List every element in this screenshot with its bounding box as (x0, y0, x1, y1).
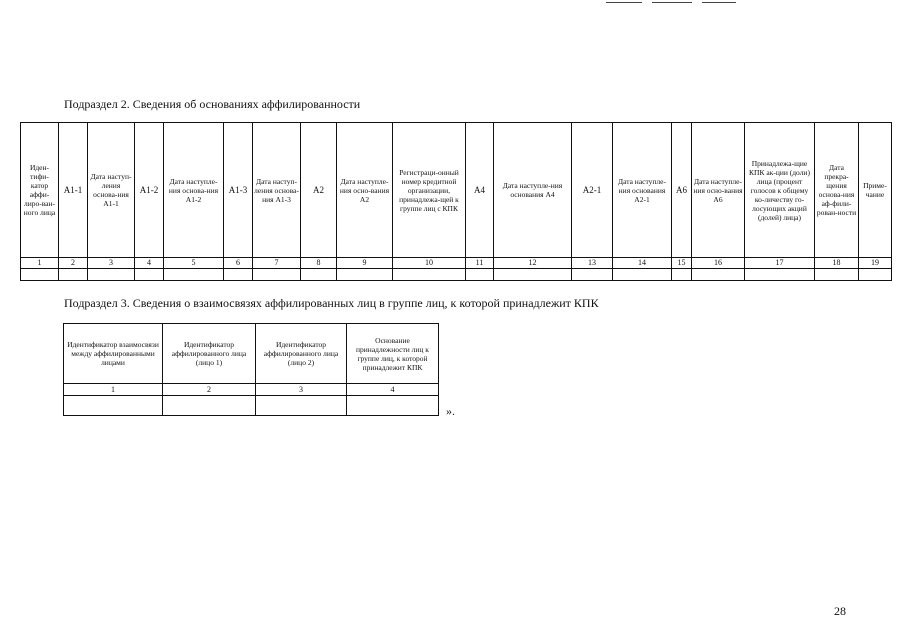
top-rule-marks (606, 2, 736, 6)
header-cell: А1-2 (135, 123, 164, 258)
empty-cell (337, 268, 393, 280)
affiliate-relations-table (63, 323, 439, 416)
column-number: 1 (64, 384, 163, 396)
column-number: 8 (301, 258, 337, 269)
header-cell: Дата наступле-ния осно-вания А6 (692, 123, 745, 258)
header-cell: А4 (466, 123, 494, 258)
column-number: 11 (466, 258, 494, 269)
empty-cell (256, 396, 347, 416)
empty-data-row (21, 268, 892, 280)
empty-cell (692, 268, 745, 280)
header-cell: А1-3 (224, 123, 253, 258)
header-cell: Принадлежа-щие КПК ак-ции (доли) лица (процент голосов к общему ко-личеству го-лосующих акций (долей) лица) (745, 123, 815, 258)
empty-cell (164, 268, 224, 280)
section2-title: Подраздел 2. Сведения об основаниях аффилированности (64, 97, 361, 111)
header-cell: Дата наступ-ления основа-ния А1-1 (88, 123, 135, 258)
empty-cell (163, 396, 256, 416)
column-number: 5 (164, 258, 224, 269)
empty-cell (135, 268, 164, 280)
empty-cell (253, 268, 301, 280)
column-number: 10 (393, 258, 466, 269)
column-number: 16 (692, 258, 745, 269)
affiliation-basis-table (20, 122, 892, 281)
column-number: 12 (494, 258, 572, 269)
empty-cell (88, 268, 135, 280)
empty-cell (21, 268, 59, 280)
column-number: 1 (21, 258, 59, 269)
column-number: 19 (859, 258, 892, 269)
column-number: 6 (224, 258, 253, 269)
column-number: 3 (256, 384, 347, 396)
header-row (21, 123, 892, 258)
column-number-row (64, 384, 439, 396)
header-cell: А2-1 (572, 123, 613, 258)
empty-cell (815, 268, 859, 280)
header-cell: Идентификатор аффилированного лица (лицо 1) (163, 324, 256, 384)
header-cell: Основание принадлежности лиц к группе лиц, к которой принадлежит КПК (347, 324, 439, 384)
header-cell: А2 (301, 123, 337, 258)
empty-cell (347, 396, 439, 416)
column-number: 2 (163, 384, 256, 396)
column-number: 4 (347, 384, 439, 396)
column-number: 14 (613, 258, 672, 269)
empty-cell (672, 268, 692, 280)
column-number: 7 (253, 258, 301, 269)
empty-cell (224, 268, 253, 280)
header-cell: Дата наступле-ния осно-вания А2 (337, 123, 393, 258)
column-number: 2 (59, 258, 88, 269)
header-cell: Идентификатор взаимосвязи между аффилированными лицами (64, 324, 163, 384)
header-cell: Дата наступ-ления основа-ния А1-3 (253, 123, 301, 258)
column-number: 4 (135, 258, 164, 269)
empty-cell (59, 268, 88, 280)
empty-cell (613, 268, 672, 280)
header-cell: Приме-чание (859, 123, 892, 258)
column-number: 18 (815, 258, 859, 269)
section3-title: Подраздел 3. Сведения о взаимосвязях аффилированных лиц в группе лиц, к которой принадлежит КПК (64, 296, 599, 310)
column-number: 9 (337, 258, 393, 269)
header-cell: Дата наступле-ния основания А2-1 (613, 123, 672, 258)
header-cell: Идентификатор аффилированного лица (лицо 2) (256, 324, 347, 384)
empty-cell (494, 268, 572, 280)
empty-data-row (64, 396, 439, 416)
empty-cell (859, 268, 892, 280)
header-cell: А6 (672, 123, 692, 258)
header-cell: Иден-тифи-катор аффи-лиро-ван-ного лица (21, 123, 59, 258)
header-cell: Дата прекра-щения основа-ния аф-фили-рован-ности (815, 123, 859, 258)
empty-cell (64, 396, 163, 416)
header-cell: Дата наступле-ния основания А4 (494, 123, 572, 258)
column-number-row (21, 258, 892, 269)
empty-cell (301, 268, 337, 280)
column-number: 17 (745, 258, 815, 269)
column-number: 3 (88, 258, 135, 269)
page-number: 28 (834, 604, 846, 618)
empty-cell (572, 268, 613, 280)
empty-cell (393, 268, 466, 280)
column-number: 15 (672, 258, 692, 269)
header-cell: А1-1 (59, 123, 88, 258)
header-cell: Регистраци-онный номер кредитной организации, принадлежа-щей к группе лиц с КПК (393, 123, 466, 258)
header-cell: Дата наступле-ния основа-ния А1-2 (164, 123, 224, 258)
empty-cell (466, 268, 494, 280)
closing-quote: ». (446, 404, 455, 418)
column-number: 13 (572, 258, 613, 269)
empty-cell (745, 268, 815, 280)
header-row (64, 324, 439, 384)
